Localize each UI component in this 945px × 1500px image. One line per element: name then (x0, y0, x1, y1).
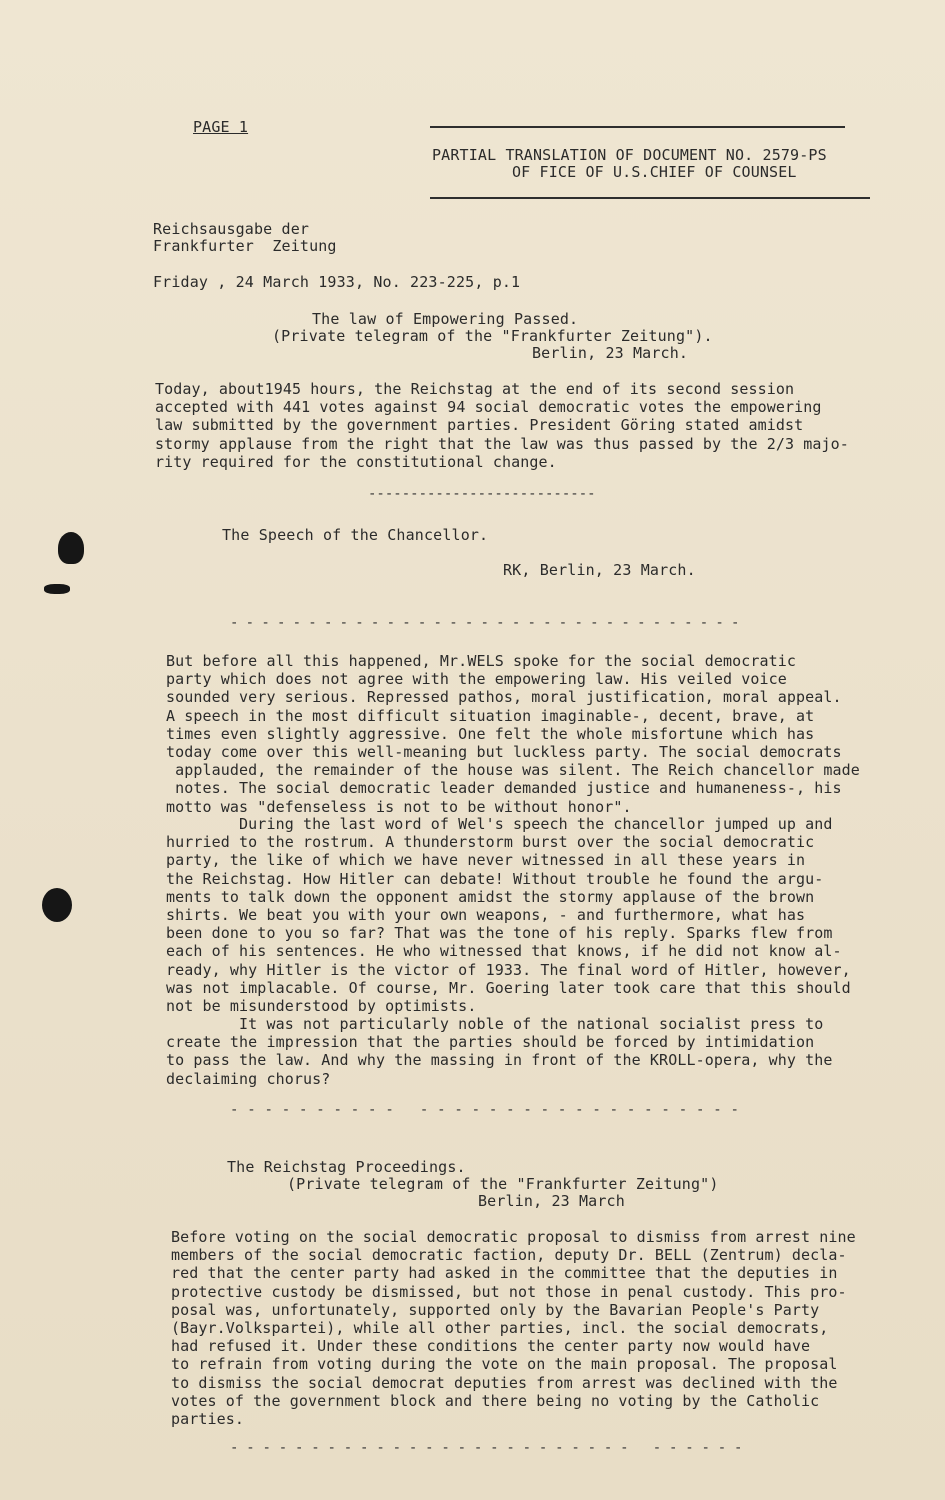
article1-body: Today, about1945 hours, the Reichstag at the end of its second session accepted with 441 votes against 94 social democratic votes the empowering law submitted by the government parties. President Göring stated amidst stormy applause from the right that the law was thus passed by the 2/3 majo- rity required for the constitutional change. (155, 380, 849, 471)
article2-paragraph-1: But before all this happened, Mr.WELS spoke for the social democratic party which does not agree with the empowering law. His veiled voice sounded very serious. Repressed pathos, moral justification, moral appeal. A speech in the most difficult situation imaginable-, decent, brave, at times even slightly aggressive. One felt the whole misfortune which has today come over this well-meaning but luckless party. The social democrats applauded, the remainder of the house was silent. The Reich chancellor made notes. The social democratic leader demanded justice and humaneness-, his motto was "defenseless is not to be without honor". (166, 652, 860, 816)
header-rule-bottom (430, 197, 870, 199)
separator-1: --------------------------- (368, 486, 596, 502)
source-line-1: Reichsausgabe der (153, 220, 310, 238)
article1-title: The law of Empowering Passed. (312, 310, 579, 328)
source-line-2: Frankfurter Zeitung (153, 237, 337, 255)
article3-subtitle: (Private telegram of the "Frankfurter Zeitung") (287, 1175, 719, 1193)
page-label: PAGE 1 (193, 118, 249, 136)
article2-title: The Speech of the Chancellor. (222, 526, 489, 544)
header-line-2: OF FICE OF U.S.CHIEF OF COUNSEL (512, 163, 797, 181)
header-line-1: PARTIAL TRANSLATION OF DOCUMENT NO. 2579-PS (432, 146, 827, 164)
article3-body: Before voting on the social democratic proposal to dismiss from arrest nine members of the social democratic faction, deputy Dr. BELL (Zentrum) decla- red that the center party had asked in the committee that the deputies in protective custody be dismissed, but not those in penal custody. This pro- posal was, unfortunately, supported only by the Bavarian People's Party (Bayr.Volkspartei), while all other parties, incl. the social democrats, had refused it. Under these conditions the center party now would have to refrain from voting during the vote on the main proposal. The proposal to dismiss the social democrat deputies from arrest was declined with the votes of the government block and there being no voting by the Catholic parties. (171, 1228, 856, 1429)
article1-dateline: Berlin, 23 March. (532, 344, 689, 362)
punch-hole-top (58, 532, 84, 564)
article2-paragraph-2: During the last word of Wel's speech the chancellor jumped up and hurried to the rostrum. A thunderstorm burst over the social democratic party, the like of which we have never witnessed in all these years in the Reichstag. How Hitler can debate! Without trouble he found the argu- ments to talk down the opponent amidst the stormy applause of the brown shirts. We beat you with your own weapons, - and furthermore, what has been done to you so far? That was the tone of his reply. Sparks flew from each of his sentences. He who witnessed that knows, if he did not know al- ready, why Hitler is the victor of 1933. The final word of Hitler, however, was not implacable. Of course, Mr. Goering later took care that this should not be misunderstood by optimists. (166, 815, 851, 1016)
punch-hole-bottom (42, 888, 72, 922)
separator-4: - - - - - - - - - - - - - - - - - - - - - - - - - - - - - - - (230, 1440, 743, 1456)
punch-hole-mark (44, 584, 70, 594)
article2-dateline: RK, Berlin, 23 March. (503, 561, 696, 579)
article3-dateline: Berlin, 23 March (478, 1192, 625, 1210)
article3-title: The Reichstag Proceedings. (227, 1158, 466, 1176)
separator-3: - - - - - - - - - - - - - - - - - - - - - - - - - - - - - (230, 1102, 740, 1118)
article2-paragraph-3: It was not particularly noble of the national socialist press to create the impression that the parties should be forced by intimidation to pass the law. And why the massing in front of the KROLL-opera, why the declaiming chorus? (166, 1015, 833, 1088)
separator-2: - - - - - - - - - - - - - - - - - - - - - - - - - - - - - - - - - (230, 615, 739, 631)
source-date: Friday , 24 March 1933, No. 223-225, p.1 (153, 273, 521, 291)
article1-subtitle: (Private telegram of the "Frankfurter Zeitung"). (272, 327, 713, 345)
header-rule-top (430, 126, 845, 128)
